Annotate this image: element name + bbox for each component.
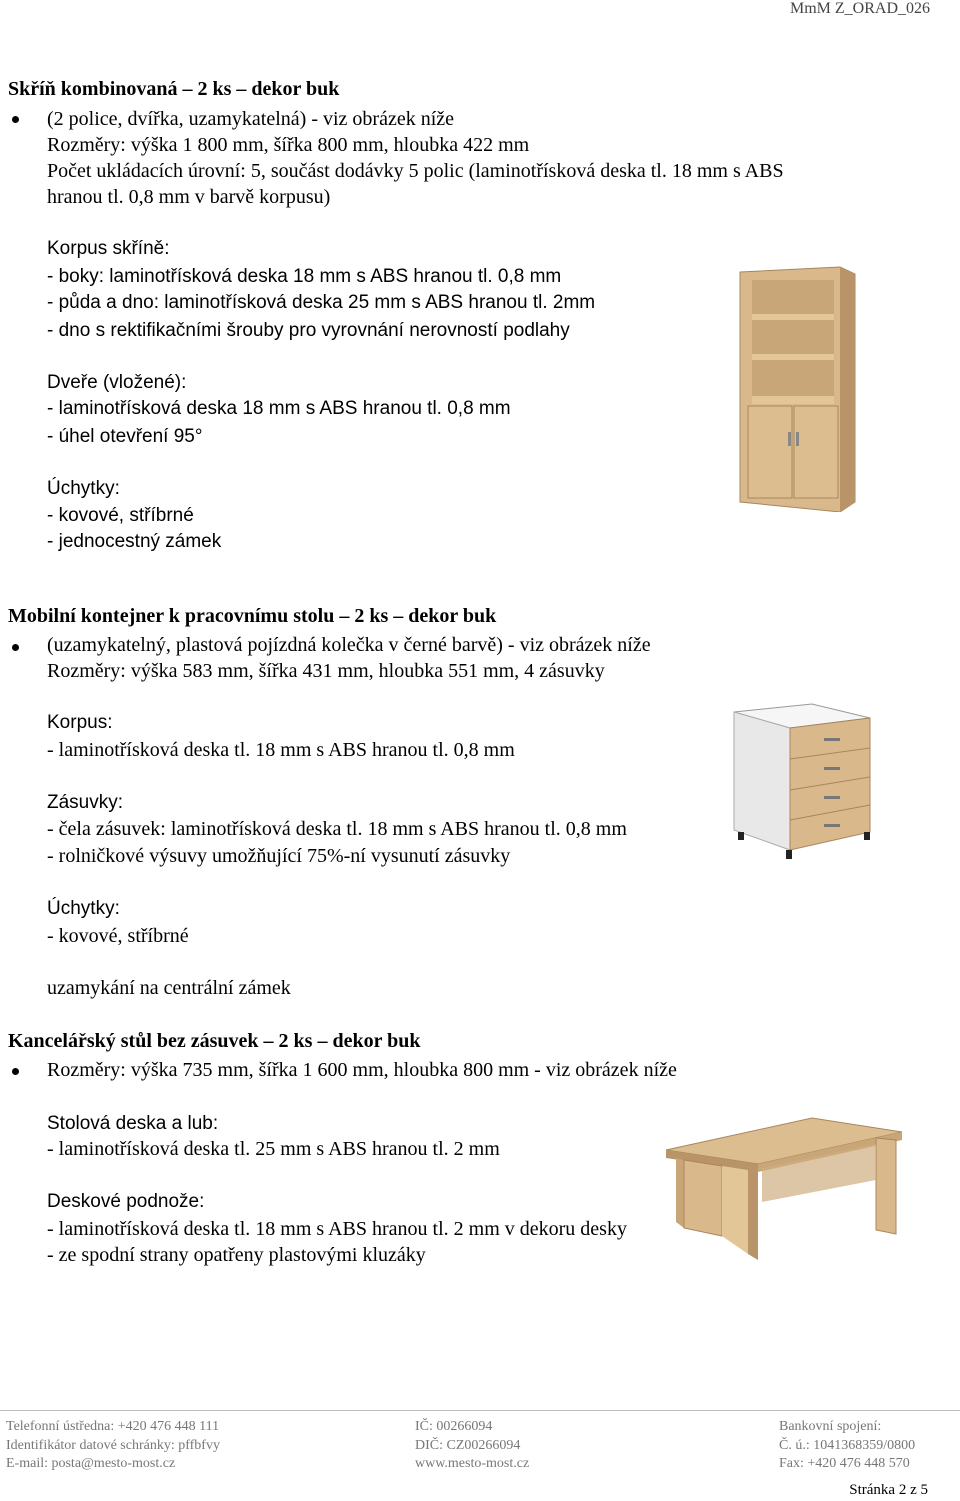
- bullet-icon: [12, 1068, 19, 1075]
- text-line: Rozměry: výška 1 800 mm, šířka 800 mm, hloubka 422 mm: [47, 134, 530, 156]
- footer-web: www.mesto-most.cz: [415, 1456, 530, 1471]
- text-line: uzamykání na centrální zámek: [47, 977, 291, 999]
- text-line: (uzamykatelný, plastová pojízdná kolečka v černé barvě) - viz obrázek níže: [47, 634, 651, 656]
- section-title-desk: Kancelářský stůl bez zásuvek – 2 ks – dekor buk: [8, 1030, 421, 1052]
- text-line: - dno s rektifikačními šrouby pro vyrovnání nerovností podlahy: [47, 320, 570, 341]
- footer-bank-label: Bankovní spojení:: [779, 1419, 882, 1434]
- mobile-container-image: [728, 700, 878, 865]
- section-title-cabinet: Skříň kombinovaná – 2 ks – dekor buk: [8, 78, 340, 100]
- text-line: - kovové, stříbrné: [47, 505, 194, 526]
- bullet-icon: [12, 116, 19, 123]
- bullet-icon: [12, 644, 19, 651]
- text-line: - boky: laminotřísková deska 18 mm s ABS hranou tl. 0,8 mm: [47, 266, 562, 287]
- text-line: (2 police, dvířka, uzamykatelná) - viz obrázek níže: [47, 108, 455, 130]
- text-line: Stolová deska a lub:: [47, 1113, 219, 1134]
- desk-image: [662, 1110, 907, 1265]
- footer-account: Č. ú.: 1041368359/0800: [779, 1437, 916, 1453]
- text-line: - kovové, stříbrné: [47, 925, 189, 947]
- footer-contacts: [6, 1418, 220, 1474]
- text-line: Počet ukládacích úrovní: 5, součást dodávky 5 polic (laminotřísková deska tl. 18 mm s ABS: [47, 160, 784, 182]
- text-line: - čela zásuvek: laminotřísková deska tl. 18 mm s ABS hranou tl. 0,8 mm: [47, 818, 627, 840]
- text-line: - ze spodní strany opatřeny plastovými kluzáky: [47, 1244, 426, 1266]
- footer-databox: Identifikátor datové schránky: pffbfvy: [6, 1437, 220, 1453]
- text-line: - půda a dno: laminotřísková deska 25 mm s ABS hranou tl. 2mm: [47, 292, 596, 313]
- footer-phone: Telefonní ústředna: +420 476 448 111: [6, 1419, 220, 1434]
- page-number: Stránka 2 z 5: [849, 1482, 928, 1498]
- text-line: Korpus:: [47, 712, 113, 733]
- document-code: MmM Z_ORAD_026: [789, 0, 930, 17]
- text-line: Korpus skříně:: [47, 238, 170, 259]
- text-line: Dveře (vložené):: [47, 372, 187, 393]
- footer-fax: Fax: +420 476 448 570: [779, 1456, 910, 1471]
- cabinet-image: [730, 262, 865, 512]
- footer-bank: [779, 1418, 915, 1474]
- text-line: - rolničkové výsuvy umožňující 75%-ní vysunutí zásuvky: [47, 845, 511, 867]
- text-line: Rozměry: výška 735 mm, šířka 1 600 mm, hloubka 800 mm - viz obrázek níže: [47, 1059, 677, 1081]
- text-line: Rozměry: výška 583 mm, šířka 431 mm, hloubka 551 mm, 4 zásuvky: [47, 660, 605, 682]
- footer-divider: [0, 1410, 960, 1411]
- text-line: - laminotřísková deska tl. 18 mm s ABS hranou tl. 0,8 mm: [47, 739, 515, 761]
- footer-ico: IČ: 00266094: [415, 1419, 493, 1434]
- text-line: Deskové podnože:: [47, 1191, 205, 1212]
- text-line: hranou tl. 0,8 mm v barvě korpusu): [47, 186, 331, 208]
- text-line: - laminotřísková deska tl. 25 mm s ABS hranou tl. 2 mm: [47, 1138, 500, 1160]
- text-line: Úchytky:: [47, 898, 120, 919]
- section-title-container: Mobilní kontejner k pracovnímu stolu – 2 ks – dekor buk: [8, 605, 497, 627]
- text-line: - laminotřísková deska 18 mm s ABS hranou tl. 0,8 mm: [47, 398, 511, 419]
- footer-dic: DIČ: CZ00266094: [415, 1437, 521, 1453]
- text-line: - úhel otevření 95°: [47, 426, 203, 447]
- text-line: - laminotřísková deska tl. 18 mm s ABS hranou tl. 2 mm v dekoru desky: [47, 1218, 627, 1240]
- text-line: Zásuvky:: [47, 792, 124, 813]
- footer-ids: [415, 1418, 529, 1474]
- text-line: Úchytky:: [47, 478, 120, 499]
- text-line: - jednocestný zámek: [47, 531, 222, 552]
- footer-email: E-mail: posta@mesto-most.cz: [6, 1456, 176, 1471]
